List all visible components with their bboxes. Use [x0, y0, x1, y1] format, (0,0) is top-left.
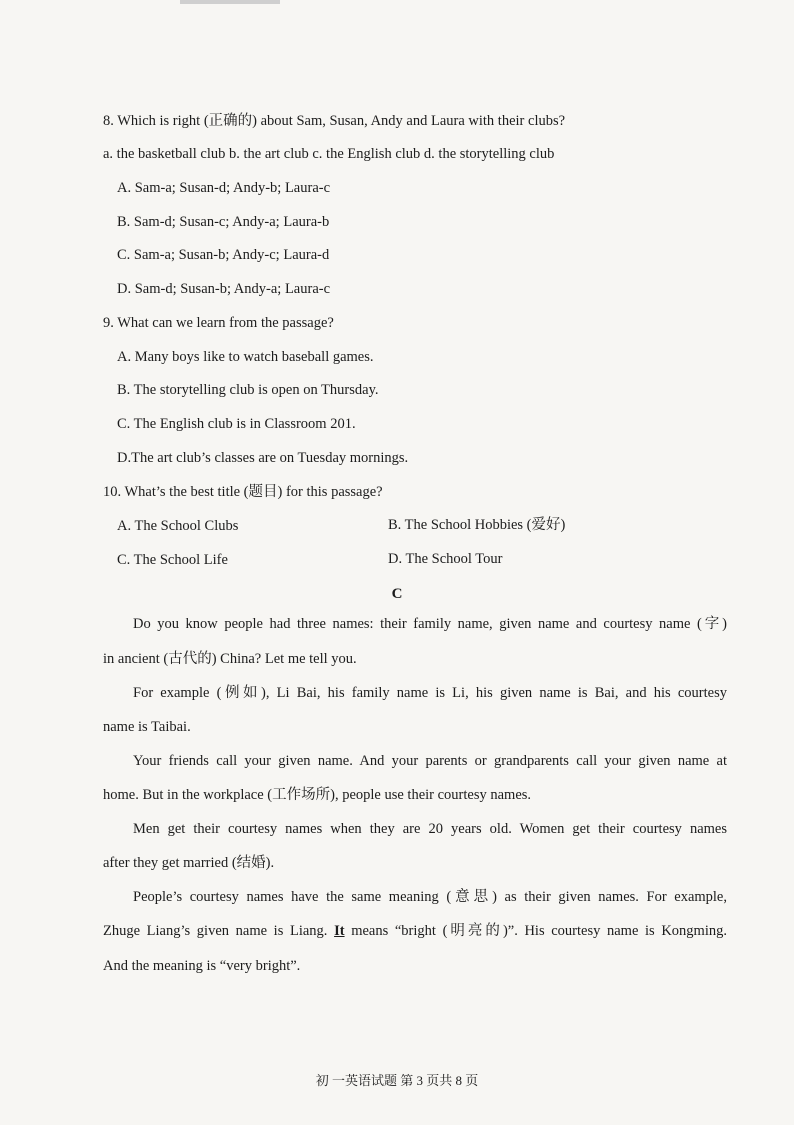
- question-10-option-b: B. The School Hobbies (爱好): [388, 517, 566, 533]
- question-10-option-c: C. The School Life: [117, 552, 228, 568]
- question-8-option-d: D. Sam-d; Susan-b; Andy-a; Laura-c: [117, 281, 331, 297]
- passage-line-10-after: means “bright (明亮的)”. His courtesy name is Kongming.: [344, 923, 727, 939]
- question-8-option-c: C. Sam-a; Susan-b; Andy-c; Laura-d: [117, 247, 330, 263]
- question-9-option-a: A. Many boys like to watch baseball games.: [117, 349, 374, 365]
- question-9-option-c: C. The English club is in Classroom 201.: [117, 416, 356, 432]
- passage-line-10-before: Zhuge Liang’s given name is Liang.: [103, 923, 335, 939]
- question-9-option-d: D.The art club’s classes are on Tuesday mornings.: [117, 450, 409, 466]
- passage-line-9: People’s courtesy names have the same meaning (意思) as their given names. For example,: [133, 889, 727, 905]
- passage-line-4: name is Taibai.: [103, 719, 191, 735]
- passage-line-11: And the meaning is “very bright”.: [103, 958, 301, 974]
- passage-line-1: Do you know people had three names: their family name, given name and courtesy name (字): [133, 616, 727, 632]
- question-9-stem: 9. What can we learn from the passage?: [103, 315, 334, 331]
- passage-line-5: Your friends call your given name. And your parents or grandparents call your given name at: [133, 753, 727, 769]
- question-8-stem: 8. Which is right (正确的) about Sam, Susan, Andy and Laura with their clubs?: [103, 113, 566, 129]
- section-c-heading: C: [391, 586, 403, 602]
- passage-line-8: after they get married (结婚).: [103, 855, 275, 871]
- question-10-stem: 10. What’s the best title (题目) for this passage?: [103, 484, 383, 500]
- question-10-option-a: A. The School Clubs: [117, 518, 239, 534]
- passage-line-2: in ancient (古代的) China? Let me tell you.: [103, 651, 357, 667]
- question-9-option-b: B. The storytelling club is open on Thursday.: [117, 382, 379, 398]
- passage-line-10: [103, 922, 727, 940]
- passage-line-3: For example (例如), Li Bai, his family name is Li, his given name is Bai, and his courtesy: [133, 685, 727, 701]
- question-8-option-b: B. Sam-d; Susan-c; Andy-a; Laura-b: [117, 214, 330, 230]
- question-10-option-d: D. The School Tour: [388, 551, 503, 567]
- question-8-option-a: A. Sam-a; Susan-d; Andy-b; Laura-c: [117, 180, 331, 196]
- page-footer: 初 一英语试题 第 3 页共 8 页: [315, 1073, 479, 1088]
- underlined-keyword-it: It: [334, 923, 345, 939]
- passage-line-7: Men get their courtesy names when they are 20 years old. Women get their courtesy names: [133, 821, 727, 837]
- scan-smudge: [180, 0, 280, 4]
- question-8-club-list: a. the basketball club b. the art club c. the English club d. the storytelling club: [103, 146, 555, 162]
- passage-line-6: home. But in the workplace (工作场所), people use their courtesy names.: [103, 787, 532, 803]
